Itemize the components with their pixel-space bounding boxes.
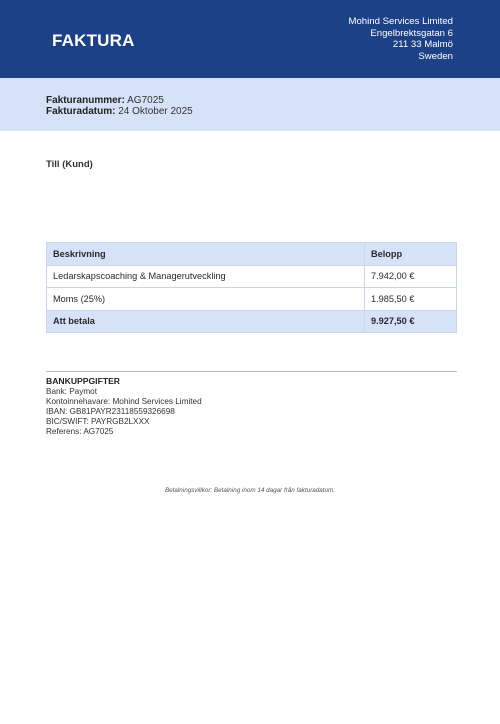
bic-swift: BIC/SWIFT: PAYRGB2LXXX	[46, 417, 150, 427]
column-header-amount: Belopp	[365, 243, 457, 266]
invoice-header	[0, 0, 500, 78]
company-address	[348, 16, 453, 62]
row-amount: 1.985,50 €	[365, 288, 457, 311]
payment-reference: Referens: AG7025	[46, 427, 114, 437]
bank-heading: BANKUPPGIFTER	[46, 376, 121, 386]
table-row	[47, 288, 457, 311]
total-amount: 9.927,50 €	[365, 310, 457, 333]
invoice-date-line	[46, 106, 193, 117]
invoice-number-label: Fakturanummer:	[46, 95, 125, 106]
invoice-meta	[0, 78, 500, 131]
invoice-date: 24 Oktober 2025	[118, 106, 193, 117]
invoice-date-label: Fakturadatum:	[46, 106, 116, 117]
table-header-row	[47, 243, 457, 266]
row-description: Moms (25%)	[47, 288, 365, 311]
table-row	[47, 265, 457, 288]
bank-name: Bank: Paymot	[46, 387, 97, 397]
company-street: Engelbrektsgatan 6	[370, 27, 453, 39]
row-amount: 7.942,00 €	[365, 265, 457, 288]
items-table	[46, 242, 457, 333]
invoice-number-line	[46, 95, 164, 106]
company-city: 211 33 Malmö	[392, 39, 453, 51]
company-country: Sweden	[418, 50, 453, 62]
invoice-number: AG7025	[127, 95, 164, 106]
column-header-description: Beskrivning	[47, 243, 365, 266]
account-holder: Kontoinnehavare: Mohind Services Limited	[46, 397, 202, 407]
total-row	[47, 310, 457, 333]
invoice-title: FAKTURA	[52, 31, 135, 50]
row-description: Ledarskapscoaching & Managerutveckling	[47, 265, 365, 288]
customer-heading: Till (Kund)	[46, 159, 93, 170]
company-name: Mohind Services Limited	[348, 16, 453, 27]
section-divider	[46, 371, 457, 372]
total-label: Att betala	[47, 310, 365, 333]
bank-details	[46, 376, 202, 438]
payment-terms: Betalningsvillkor: Betalning inom 14 dagar från fakturadatum.	[164, 487, 336, 494]
iban: IBAN: GB81PAYR23118559326698	[46, 407, 175, 417]
